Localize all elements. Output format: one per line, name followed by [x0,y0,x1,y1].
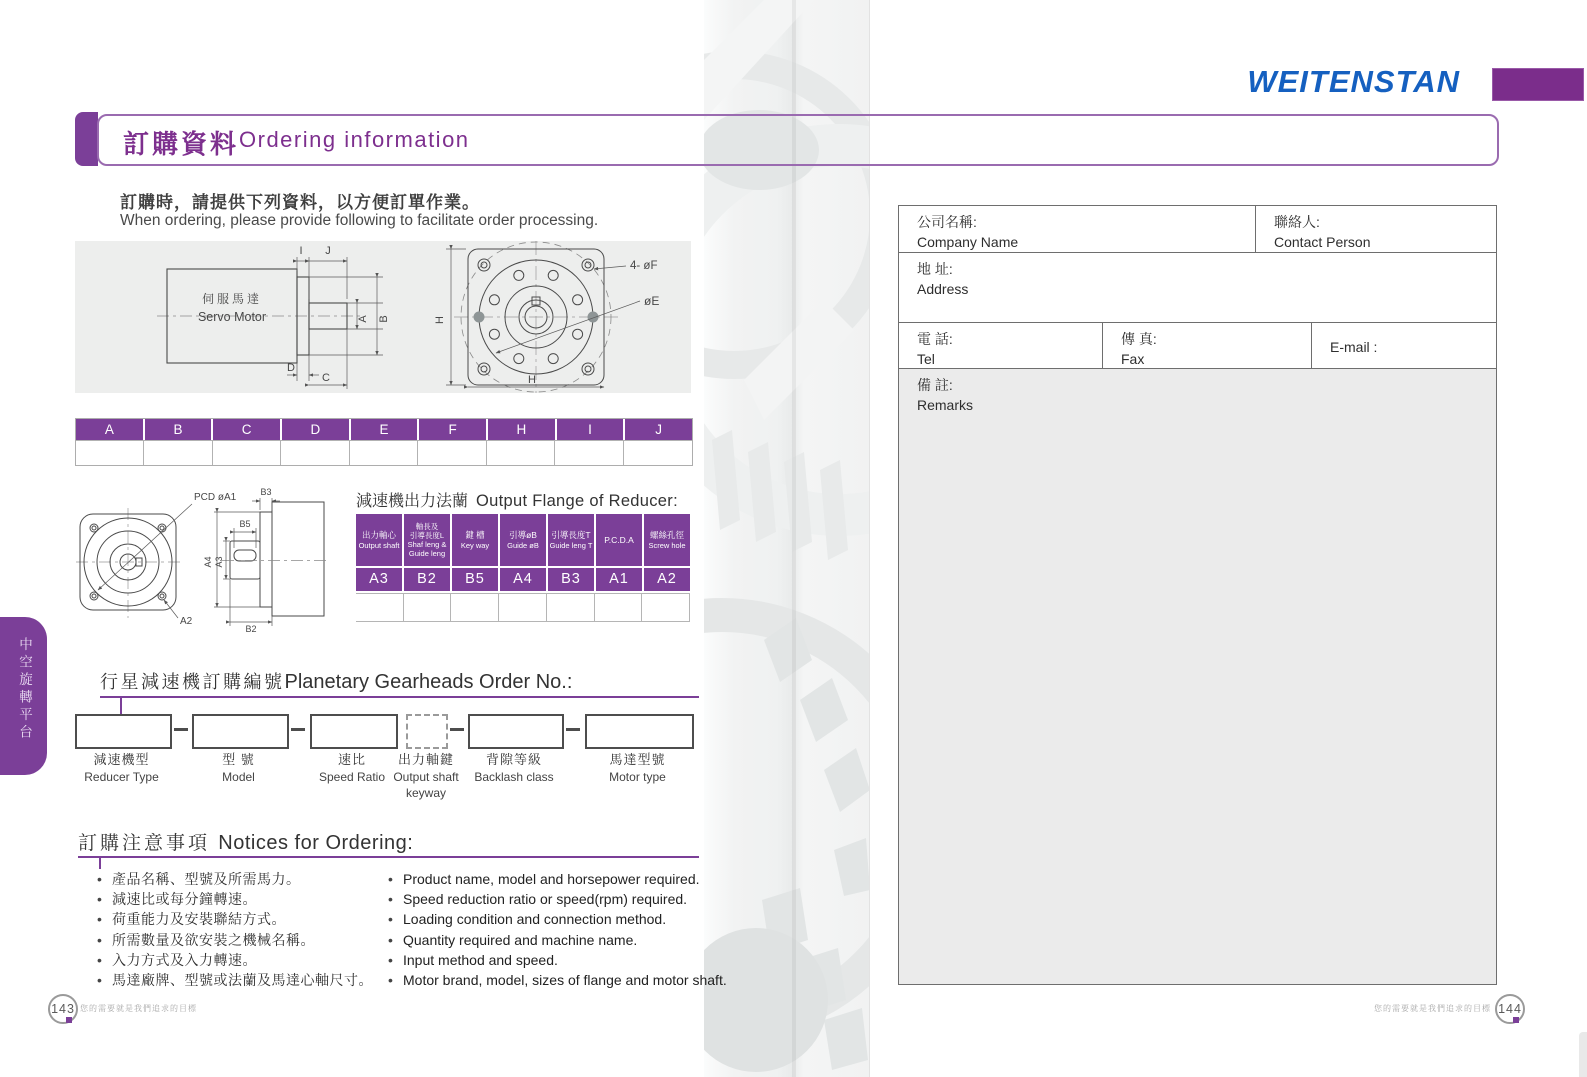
side-tab-label: 中空旋轉平台 [17,637,32,742]
dim-d: D [287,362,295,374]
hdr-en2: Guide leng [408,549,446,558]
hdr-zh: 鍵 槽 [465,530,485,541]
motor-label-zh: 伺服馬達 [201,292,263,306]
hdr-en: Screw hole [648,540,686,550]
order-dash [566,728,580,731]
order-no-title-zh: 行星減速機訂購編號 [100,672,285,692]
empty-cell [555,440,623,465]
page-number-right: 144 [1495,994,1525,1024]
motor-label-en: Servo Motor [197,310,267,324]
motor-dimension-panel [75,241,691,393]
intro-text-zh: 訂購時，請提供下列資料，以方便訂單作業。 [120,193,480,212]
company-name-cell [899,206,1256,253]
contact-person-cell [1256,206,1496,253]
col-a: A [76,419,143,440]
empty-cell [404,594,452,622]
company-label-en: Company Name [917,233,1019,250]
order-box-motor-type [585,714,694,749]
val-b2: B2 [404,568,450,591]
notice-item: • Motor brand, model, sizes of flange and motor shaft. [388,973,727,987]
page-title-en: Ordering information [239,127,470,152]
flange-title-en: Output Flange of Reducer: [476,492,678,510]
notice-item: • 所需數量及欲安裝之機械名稱。 [97,933,373,947]
order-dash [291,728,305,731]
label-b2: B2 [245,624,257,634]
flange-table-empty-row [356,593,690,622]
hdr-en: Key way [460,540,490,550]
page-corner-shade [1579,1032,1587,1077]
hdr-zh: P.C.D.A [604,534,634,545]
label-oe: øE [644,294,660,308]
order-box-model [192,714,289,749]
contact-label-zh: 聯絡人: [1274,214,1320,230]
notice-item: • Speed reduction ratio or speed(rpm) required. [388,892,727,906]
dimension-table-header [76,419,692,440]
hdr-zh: 引導øB [509,530,537,541]
hdr-en: Guide leng T [549,540,593,550]
contact-form-table [898,205,1497,985]
notice-item: • Quantity required and machine name. [388,933,727,947]
dim-a: A [357,315,369,323]
dimension-table [75,418,693,466]
order-no-tick [120,696,122,715]
order-label-zh: 背隙等級 [485,752,542,767]
empty-cell [76,440,144,465]
order-label-output-shaft-keyway [390,749,462,800]
footer-dot-left [66,1017,72,1023]
notices-underline [78,856,699,858]
company-label-zh: 公司名稱: [917,214,977,230]
hdr-en: Guide øB [507,540,539,550]
dim-j: J [325,245,331,257]
dim-i: I [299,245,303,257]
dim-h-left: H [434,316,446,324]
tel-label-zh: 電 話: [917,331,953,347]
hdr-en: Shaf leng & [407,540,447,549]
order-label-zh: 出力軸鍵 [397,752,454,767]
empty-cell [350,440,418,465]
val-a2: A2 [644,568,690,591]
flange-col-pcda [596,514,642,566]
empty-cell [624,440,692,465]
email-label: E-mail : [1330,339,1378,355]
col-j: J [625,419,692,440]
footer-slogan-left: 您的需要就是我們追求的目標 [80,1004,197,1013]
tel-cell [899,323,1103,369]
empty-cell [595,594,643,622]
empty-cell [144,440,212,465]
notice-item: • Product name, model and horsepower required. [388,872,727,886]
dim-c: C [322,372,330,384]
order-box-output-shaft-keyway [406,714,448,749]
notices-list-en [388,872,727,993]
empty-cell [418,440,486,465]
order-label-model [192,749,285,784]
notices-title-zh: 訂購注意事項 [78,833,211,854]
fax-label-en: Fax [1121,350,1145,367]
dimension-table-body [76,440,692,465]
flange-title-zh: 減速機出力法蘭 [356,493,469,510]
empty-cell [487,440,555,465]
order-box-speed-ratio [310,714,398,749]
notices-title [78,828,413,855]
order-label-en: Motor type [609,770,666,784]
brand-logo: WEITENSTAN [1247,64,1460,99]
notices-title-en: Notices for Ordering: [218,832,414,854]
flange-table [356,514,690,622]
order-label-zh: 速比 [337,752,366,767]
reducer-flange-drawing [76,488,348,634]
order-box-reducer-type [75,714,172,749]
val-a1: A1 [596,568,642,591]
flange-col-guide-ob [500,514,546,566]
label-a3: A3 [214,556,224,568]
intro-text-en: When ordering, please provide following to facilitate order processing. [120,212,599,229]
remarks-label-zh: 備 註: [917,377,953,393]
empty-cell [547,594,595,622]
brand-accent-block [1492,68,1584,101]
footer-slogan-right: 您的需要就是我們追求的目標 [1374,1004,1491,1013]
notice-item: • 產品名稱、型號及所需馬力。 [97,872,373,886]
label-b3: B3 [260,488,272,497]
val-a4: A4 [500,568,546,591]
empty-cell [642,594,690,622]
address-label-en: Address [917,280,969,297]
order-label-motor-type [585,749,690,784]
notice-item: • Input method and speed. [388,953,727,967]
empty-cell [451,594,499,622]
val-b3: B3 [548,568,594,591]
label-a2: A2 [180,616,193,627]
label-b5: B5 [239,519,251,529]
notice-item: • 荷重能力及安裝聯結方式。 [97,912,373,926]
fax-label-zh: 傳 真: [1121,331,1157,347]
header-accent-bar [75,112,98,166]
order-label-reducer-type [75,749,168,784]
motor-flange-front-view [398,241,690,393]
contact-label-en: Contact Person [1274,233,1371,250]
order-label-en: Backlash class [474,770,554,784]
hdr-zh2: 引導長度L [409,531,445,540]
flange-col-output-shaft [356,514,402,566]
val-b5: B5 [452,568,498,591]
order-label-en: Reducer Type [84,770,159,784]
hdr-zh: 引導長度T [551,530,591,541]
order-no-title-en: Planetary Gearheads Order No.: [284,671,573,693]
order-no-underline [100,696,699,698]
hdr-en: Output shaft [358,540,400,550]
col-d: D [282,419,349,440]
address-label-zh: 地 址: [917,261,953,277]
page-title-zh: 訂購資料 [123,129,240,159]
page-number-left: 143 [48,994,78,1024]
order-dash [450,728,464,731]
order-no-title [100,668,572,694]
notice-item: • 減速比或每分鐘轉速。 [97,892,373,906]
col-h: H [488,419,555,440]
section-header [97,114,1499,166]
empty-cell [356,594,404,622]
hdr-zh: 螺絲孔徑 [649,530,684,541]
col-i: I [557,419,624,440]
fax-cell [1103,323,1312,369]
flange-col-screw-hole [644,514,690,566]
footer-dot-right [1513,1017,1519,1023]
order-label-en: Speed Ratio [318,770,386,784]
notices-list-zh [97,872,373,993]
flange-col-keyway [452,514,498,566]
empty-cell [499,594,547,622]
label-a4: A4 [203,556,213,568]
servo-motor-side-view [95,241,395,393]
order-box-backlash-class [468,714,564,749]
empty-cell [281,440,349,465]
tel-label-en: Tel [917,350,935,367]
col-b: B [145,419,212,440]
order-label-zh: 馬達型號 [609,752,666,767]
col-f: F [419,419,486,440]
dim-h-bottom: H [528,374,536,386]
hdr-zh: 軸長及 [415,522,439,531]
order-label-backlash-class [468,749,560,784]
flange-table-header [356,514,690,566]
col-e: E [351,419,418,440]
order-label-en: Output shaft [393,770,459,784]
empty-cell [213,440,281,465]
flange-table-values [356,566,690,591]
remarks-label-en: Remarks [917,396,974,413]
email-cell [1312,323,1496,369]
order-label-en: Model [222,770,255,784]
flange-section-title [356,488,678,511]
flange-col-shaft-length [404,514,450,566]
label-pcd: PCD øA1 [194,492,237,503]
order-label-speed-ratio [310,749,394,784]
address-cell [899,253,1496,323]
order-label-zh: 型 號 [222,752,255,767]
notices-tick [99,856,101,869]
dim-b: B [378,315,390,323]
order-dash [174,728,188,731]
remarks-cell [899,369,1496,984]
hdr-zh: 出力軸心 [361,530,396,541]
side-tab-hollow-rotary-platform [0,617,47,775]
order-label-en2: keyway [405,786,446,800]
notice-item: • 馬達廠牌、型號或法蘭及馬達心軸尺寸。 [97,973,373,987]
val-a3: A3 [356,568,402,591]
notice-item: • Loading condition and connection method. [388,912,727,926]
flange-col-guide-length [548,514,594,566]
order-label-zh: 減速機型 [93,752,150,767]
col-c: C [213,419,280,440]
label-4-of: 4- øF [630,260,658,272]
notice-item: • 入力方式及入力轉速。 [97,953,373,967]
